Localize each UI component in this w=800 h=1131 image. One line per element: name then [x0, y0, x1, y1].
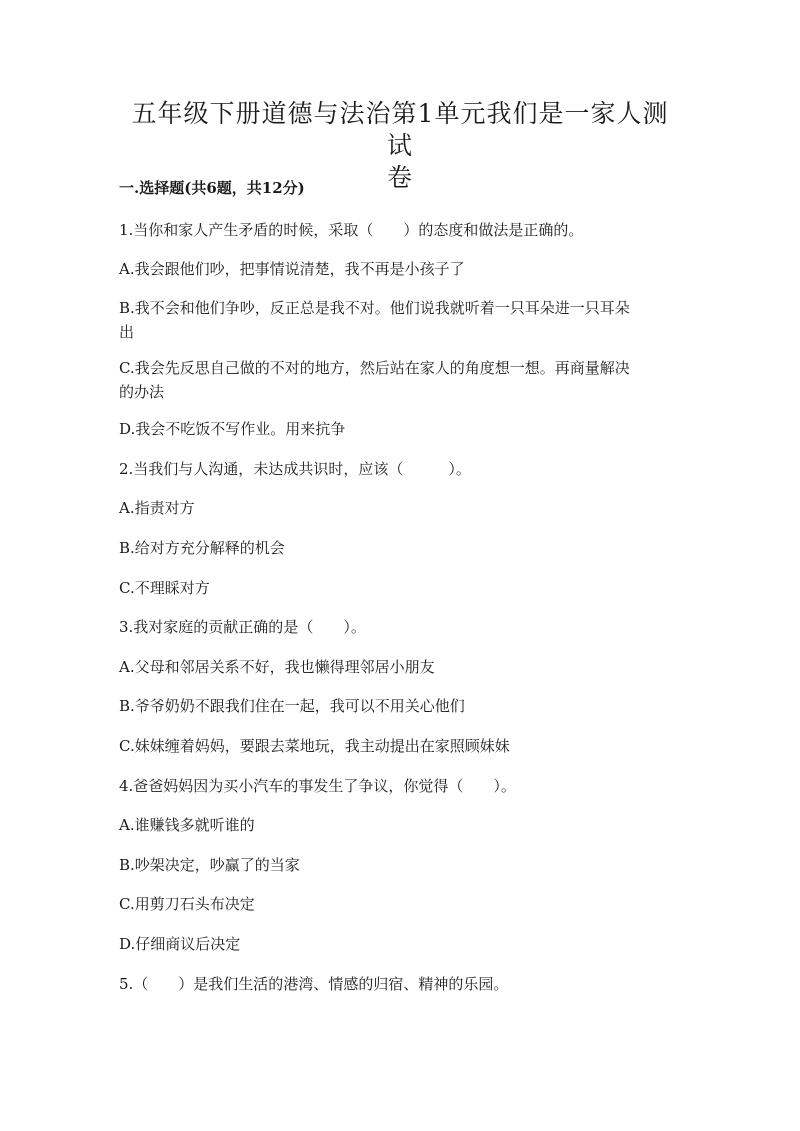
section-heading: 一.选择题(共6题，共12分)	[119, 179, 305, 197]
question-3-option-a: A.父母和邻居关系不好，我也懒得理邻居小朋友	[119, 658, 435, 676]
question-4-stem: 4.爸爸妈妈因为买小汽车的事发生了争议，你觉得（ ）。	[119, 777, 516, 795]
question-3-stem: 3.我对家庭的贡献正确的是（ ）。	[119, 618, 366, 636]
page-title-line-1: 五年级下册道德与法治第1单元我们是一家人测试	[131, 99, 669, 160]
question-2-option-b: B.给对方充分解释的机会	[119, 539, 285, 557]
question-4-option-d: D.仔细商议后决定	[119, 935, 241, 953]
question-3-option-b: B.爷爷奶奶不跟我们住在一起，我可以不用关心他们	[119, 697, 465, 715]
question-1-option-b-continued: 出	[119, 323, 135, 341]
page-title-line-2: 卷	[386, 163, 413, 192]
question-2-option-a: A.指责对方	[119, 499, 195, 517]
question-4-option-a: A.谁赚钱多就听谁的	[119, 816, 255, 834]
question-4-option-c: C.用剪刀石头布决定	[119, 895, 255, 913]
question-1-option-a: A.我会跟他们吵，把事情说清楚，我不再是小孩子了	[119, 260, 465, 278]
question-1-option-d: D.我会不吃饭不写作业。用来抗争	[119, 420, 346, 438]
question-4-option-b: B.吵架决定，吵赢了的当家	[119, 856, 300, 874]
question-5-stem: 5.（ ）是我们生活的港湾、情感的归宿、精神的乐园。	[119, 975, 509, 993]
question-1-option-c-continued: 的办法	[119, 383, 165, 401]
question-2-option-c: C.不理睬对方	[119, 579, 210, 597]
question-1-option-c: C.我会先反思自己做的不对的地方，然后站在家人的角度想一想。再商量解决	[119, 359, 630, 377]
question-2-stem: 2.当我们与人沟通，未达成共识时，应该（ ）。	[119, 460, 471, 478]
question-3-option-c: C.妹妹缠着妈妈，要跟去菜地玩，我主动提出在家照顾妹妹	[119, 737, 510, 755]
question-1-option-b: B.我不会和他们争吵，反正总是我不对。他们说我就听着一只耳朵进一只耳朵	[119, 299, 630, 317]
question-1-stem: 1.当你和家人产生矛盾的时候，采取（ ）的态度和做法是正确的。	[119, 221, 584, 239]
